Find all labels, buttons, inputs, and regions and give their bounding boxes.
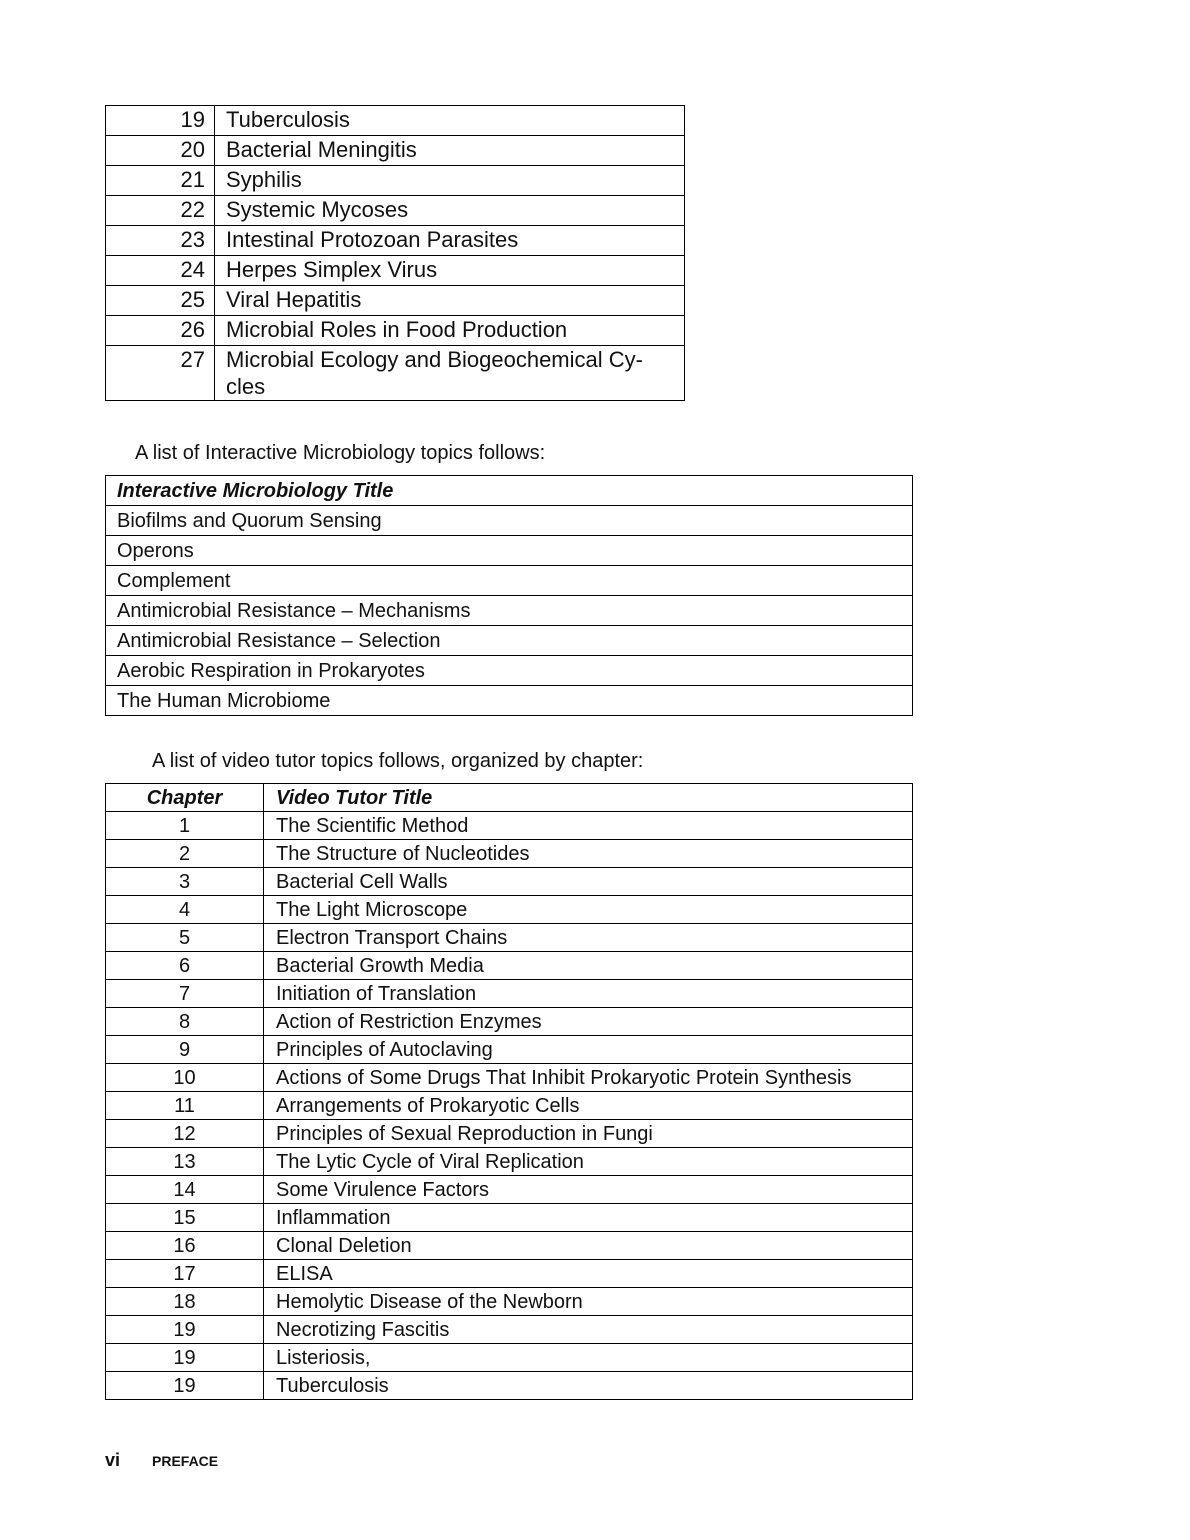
video-title-cell: Bacterial Growth Media bbox=[264, 952, 913, 980]
chapter-title-cell: Systemic Mycoses bbox=[215, 196, 685, 226]
table-row bbox=[106, 506, 913, 536]
table-row bbox=[106, 1008, 913, 1036]
table-row bbox=[106, 1036, 913, 1064]
video-title-cell: ELISA bbox=[264, 1260, 913, 1288]
table-row bbox=[106, 626, 913, 656]
chapter-number-cell: 20 bbox=[106, 136, 215, 166]
table-row bbox=[106, 316, 685, 346]
table-row bbox=[106, 1316, 913, 1344]
table-row bbox=[106, 1176, 913, 1204]
table-header-row bbox=[106, 476, 913, 506]
video-tutor-table bbox=[105, 783, 913, 1400]
video-title-cell: The Structure of Nucleotides bbox=[264, 840, 913, 868]
chapter-cell: 6 bbox=[106, 952, 264, 980]
chapter-cell: 17 bbox=[106, 1260, 264, 1288]
interactive-title-cell: Complement bbox=[106, 566, 913, 596]
table-row bbox=[106, 136, 685, 166]
chapter-cell: 19 bbox=[106, 1344, 264, 1372]
table-row bbox=[106, 346, 685, 401]
chapter-cell: 10 bbox=[106, 1064, 264, 1092]
table-row bbox=[106, 868, 913, 896]
video-title-cell: Principles of Autoclaving bbox=[264, 1036, 913, 1064]
chapter-number-cell: 26 bbox=[106, 316, 215, 346]
chapter-title-cell: Intestinal Protozoan Parasites bbox=[215, 226, 685, 256]
table-row bbox=[106, 1120, 913, 1148]
video-title-cell: Action of Restriction Enzymes bbox=[264, 1008, 913, 1036]
page-number: vi bbox=[105, 1450, 121, 1470]
table-row bbox=[106, 1344, 913, 1372]
table-row bbox=[106, 536, 913, 566]
table-row bbox=[106, 1204, 913, 1232]
video-title-cell: Necrotizing Fascitis bbox=[264, 1316, 913, 1344]
table-row bbox=[106, 1288, 913, 1316]
chapter-title-cell: Microbial Ecology and Biogeochemical Cy-cles bbox=[215, 346, 685, 401]
video-title-cell: Electron Transport Chains bbox=[264, 924, 913, 952]
video-title-cell: Clonal Deletion bbox=[264, 1232, 913, 1260]
table-row bbox=[106, 812, 913, 840]
chapter-cell: 7 bbox=[106, 980, 264, 1008]
chapter-topics-table bbox=[105, 105, 685, 401]
chapter-cell: 2 bbox=[106, 840, 264, 868]
chapter-cell: 5 bbox=[106, 924, 264, 952]
chapter-title-cell: Bacterial Meningitis bbox=[215, 136, 685, 166]
video-title-cell: Inflammation bbox=[264, 1204, 913, 1232]
chapter-cell: 13 bbox=[106, 1148, 264, 1176]
chapter-number-cell: 19 bbox=[106, 106, 215, 136]
table-row bbox=[106, 656, 913, 686]
interactive-title-cell: Aerobic Respiration in Prokaryotes bbox=[106, 656, 913, 686]
chapter-number-cell: 24 bbox=[106, 256, 215, 286]
chapter-cell: 18 bbox=[106, 1288, 264, 1316]
table-row bbox=[106, 1064, 913, 1092]
table-row bbox=[106, 196, 685, 226]
table-row bbox=[106, 1372, 913, 1400]
table-row bbox=[106, 286, 685, 316]
chapter-cell: 3 bbox=[106, 868, 264, 896]
chapter-number-cell: 25 bbox=[106, 286, 215, 316]
table-row bbox=[106, 596, 913, 626]
video-title-cell: Hemolytic Disease of the Newborn bbox=[264, 1288, 913, 1316]
interactive-microbiology-table bbox=[105, 475, 913, 716]
interactive-title-cell: Operons bbox=[106, 536, 913, 566]
table-row bbox=[106, 1092, 913, 1120]
table-row bbox=[106, 952, 913, 980]
video-tutor-intro-text: A list of video tutor topics follows, organized by chapter: bbox=[152, 750, 644, 772]
table-row bbox=[106, 896, 913, 924]
chapter-number-cell: 21 bbox=[106, 166, 215, 196]
chapter-cell: 9 bbox=[106, 1036, 264, 1064]
table-row bbox=[106, 924, 913, 952]
table-row bbox=[106, 1148, 913, 1176]
interactive-title-cell: Antimicrobial Resistance – Mechanisms bbox=[106, 596, 913, 626]
interactive-title-cell: Antimicrobial Resistance – Selection bbox=[106, 626, 913, 656]
table-row bbox=[106, 1260, 913, 1288]
table-row bbox=[106, 1232, 913, 1260]
table-header-row bbox=[106, 784, 913, 812]
video-title-cell: The Lytic Cycle of Viral Replication bbox=[264, 1148, 913, 1176]
table-row bbox=[106, 106, 685, 136]
chapter-cell: 4 bbox=[106, 896, 264, 924]
video-title-cell: Arrangements of Prokaryotic Cells bbox=[264, 1092, 913, 1120]
chapter-title-cell: Viral Hepatitis bbox=[215, 286, 685, 316]
video-title-cell: The Scientific Method bbox=[264, 812, 913, 840]
interactive-intro-text: A list of Interactive Microbiology topics follows: bbox=[135, 442, 546, 464]
chapter-cell: 19 bbox=[106, 1372, 264, 1400]
chapter-title-cell: Microbial Roles in Food Production bbox=[215, 316, 685, 346]
video-title-header-cell: Video Tutor Title bbox=[264, 784, 913, 812]
table-row bbox=[106, 840, 913, 868]
chapter-cell: 19 bbox=[106, 1316, 264, 1344]
chapter-cell: 15 bbox=[106, 1204, 264, 1232]
chapter-cell: 12 bbox=[106, 1120, 264, 1148]
chapter-cell: 1 bbox=[106, 812, 264, 840]
video-title-cell: Tuberculosis bbox=[264, 1372, 913, 1400]
video-title-cell: Listeriosis, bbox=[264, 1344, 913, 1372]
interactive-title-cell: The Human Microbiome bbox=[106, 686, 913, 716]
chapter-title-cell: Syphilis bbox=[215, 166, 685, 196]
video-title-cell: Principles of Sexual Reproduction in Fungi bbox=[264, 1120, 913, 1148]
table-row bbox=[106, 166, 685, 196]
interactive-title-cell: Biofilms and Quorum Sensing bbox=[106, 506, 913, 536]
chapter-number-cell: 22 bbox=[106, 196, 215, 226]
chapter-title-cell: Tuberculosis bbox=[215, 106, 685, 136]
page-footer bbox=[105, 1450, 218, 1471]
table-row bbox=[106, 566, 913, 596]
table-row bbox=[106, 686, 913, 716]
video-title-cell: Initiation of Translation bbox=[264, 980, 913, 1008]
running-head: PREFACE bbox=[152, 1453, 219, 1469]
chapter-number-cell: 23 bbox=[106, 226, 215, 256]
chapter-cell: 16 bbox=[106, 1232, 264, 1260]
video-title-cell: Actions of Some Drugs That Inhibit Prokaryotic Protein Synthesis bbox=[264, 1064, 913, 1092]
video-title-cell: Bacterial Cell Walls bbox=[264, 868, 913, 896]
chapter-cell: 14 bbox=[106, 1176, 264, 1204]
table-row bbox=[106, 256, 685, 286]
chapter-title-cell: Herpes Simplex Virus bbox=[215, 256, 685, 286]
chapter-number-cell: 27 bbox=[106, 346, 215, 401]
table-row bbox=[106, 980, 913, 1008]
table-row bbox=[106, 226, 685, 256]
chapter-cell: 11 bbox=[106, 1092, 264, 1120]
chapter-cell: 8 bbox=[106, 1008, 264, 1036]
chapter-header-cell: Chapter bbox=[106, 784, 264, 812]
video-title-cell: The Light Microscope bbox=[264, 896, 913, 924]
video-title-cell: Some Virulence Factors bbox=[264, 1176, 913, 1204]
interactive-header-cell: Interactive Microbiology Title bbox=[106, 476, 913, 506]
